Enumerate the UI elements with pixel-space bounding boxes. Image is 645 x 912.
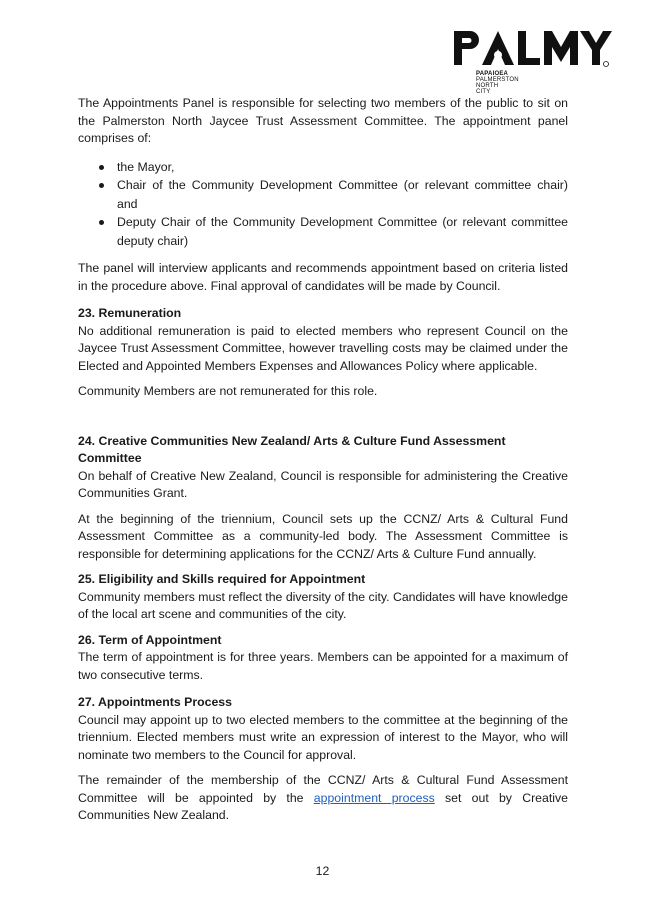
- spacer: [78, 401, 568, 433]
- section-25-paragraph: Community members must reflect the diversity of the city. Candidates will have knowledge of the local art scene and communities of the city.: [78, 589, 568, 621]
- bullet-icon: [99, 165, 104, 170]
- palmy-logo: [452, 27, 612, 97]
- paragraph-text: set out by Creative Communities New Zealand.: [78, 790, 568, 822]
- section-heading-24: 24. Creative Communities New Zealand/ Arts & Culture Fund Assessment Committee: [78, 433, 506, 465]
- logo-sub-line: PAPAIOEA: [476, 71, 509, 77]
- section-23-paragraph-2: Community Members are not remunerated for this role.: [78, 384, 378, 398]
- palmy-wordmark: [452, 27, 612, 71]
- section-heading-26: 26. Term of Appointment: [78, 632, 222, 647]
- panel-paragraph: The panel will interview applicants and recommends appointment based on criteria listed in the procedure above. Final approval of candidates will be made by Council.: [78, 261, 568, 293]
- page-number: 12: [315, 864, 330, 878]
- list-item-text: Deputy Chair of the Community Development Committee (or relevant committee deputy chair): [117, 215, 568, 248]
- list-item: [78, 158, 568, 177]
- section-27-paragraph-2: [78, 772, 568, 825]
- section-24-paragraph: On behalf of Creative New Zealand, Council is responsible for administering the Creative Communities Grant.: [78, 468, 568, 500]
- list-item-text: the Mayor,: [117, 159, 175, 174]
- document-body: [78, 95, 568, 825]
- logo-sub-line: NORTH: [476, 83, 499, 89]
- logo-sub-line: PALMERSTON: [476, 77, 519, 83]
- paragraph-text: The remainder of the membership of the CCNZ/ Arts & Cultural Fund Assessment Committee will be appointed by the: [78, 773, 568, 805]
- list-item: [78, 176, 568, 213]
- bullet-icon: [99, 183, 104, 188]
- section-27-paragraph: Council may appoint up to two elected members to the committee at the beginning of the triennium. Elected members must write an expression of interest to the Mayor, who will nominate two members to the Council for approval.: [78, 712, 568, 762]
- panel-members-list: [78, 158, 568, 251]
- list-item-text: Chair of the Community Development Committee (or relevant committee chair) and: [117, 178, 568, 211]
- list-item: [78, 213, 568, 250]
- appointment-process-link[interactable]: appointment process: [313, 790, 435, 805]
- section-23-paragraph: No additional remuneration is paid to elected members who represent Council on the Jaycee Trust Assessment Committee, however travelling costs may be claimed under the Elected and Appointed Members Expenses and Allowances Policy where applicable.: [78, 323, 568, 373]
- section-heading-25: 25. Eligibility and Skills required for Appointment: [78, 572, 366, 586]
- intro-paragraph: The Appointments Panel is responsible for selecting two members of the public to sit on the Palmerston North Jaycee Trust Assessment Committee. The appointment panel comprises of:: [78, 96, 568, 145]
- section-heading-27: 27. Appointments Process: [78, 695, 232, 709]
- bullet-icon: [99, 220, 104, 225]
- section-24-paragraph-2: At the beginning of the triennium, Council sets up the CCNZ/ Arts & Cultural Fund Assessment Committee as a community-led body. The Assessment Committee is responsible for determining applications for the CCNZ/ Arts & Culture Fund annually.: [78, 511, 568, 561]
- logo-subtitle: [476, 71, 519, 95]
- section-heading-23: 23. Remuneration: [78, 306, 182, 320]
- logo-sub-line: CITY: [476, 89, 491, 95]
- section-26-paragraph: The term of appointment is for three years. Members can be appointed for a maximum of two consecutive terms.: [78, 650, 568, 682]
